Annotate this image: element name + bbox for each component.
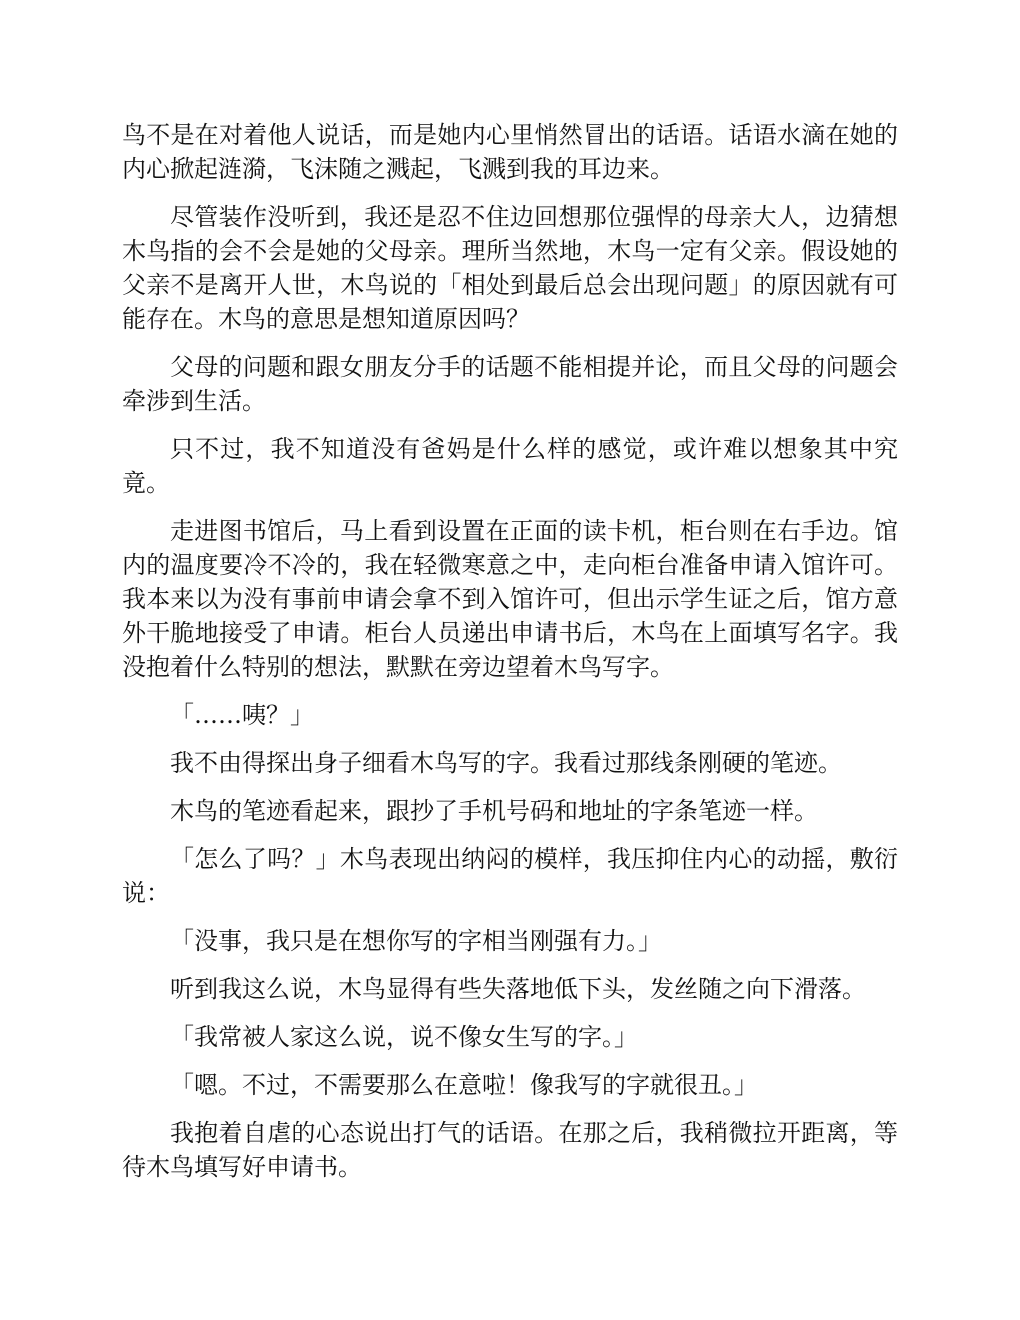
paragraph: 「没事，我只是在想你写的字相当刚强有力。」 [170, 927, 662, 955]
paragraph: 走进图书馆后，马上看到设置在正面的读卡机，柜台则在右手边。馆内的温度要冷不冷的，我在轻微寒意之中，走向柜台准备申请入馆许可。我本来以为没有事前申请会拿不到入馆许可，但出示学生证之后，馆方意外干脆地接受了申请。柜台人员递出申请书后，木鸟在上面填写名字。我没抱着什么特别的想法，默默在旁边望着木鸟写字。 [122, 517, 898, 681]
paragraph: 我抱着自虐的心态说出打气的话语。在那之后，我稍微拉开距离，等待木鸟填写好申请书。 [122, 1119, 898, 1181]
paragraph: 我不由得探出身子细看木鸟写的字。我看过那线条刚硬的笔迹。 [170, 749, 842, 777]
paragraph: 「……咦？」 [170, 701, 314, 729]
paragraph: 鸟不是在对着他人说话，而是她内心里悄然冒出的话语。话语水滴在她的内心掀起涟漪，飞沫随之溅起，飞溅到我的耳边来。 [122, 121, 898, 183]
paragraph: 只不过，我不知道没有爸妈是什么样的感觉，或许难以想象其中究竟。 [122, 435, 898, 497]
paragraph: 听到我这么说，木鸟显得有些失落地低下头，发丝随之向下滑落。 [170, 975, 866, 1003]
paragraph: 木鸟的笔迹看起来，跟抄了手机号码和地址的字条笔迹一样。 [170, 797, 818, 825]
paragraph: 「怎么了吗？」木鸟表现出纳闷的模样，我压抑住内心的动摇，敷衍说： [122, 845, 898, 907]
paragraph: 父母的问题和跟女朋友分手的话题不能相提并论，而且父母的问题会牵涉到生活。 [122, 353, 898, 415]
paragraph: 尽管装作没听到，我还是忍不住边回想那位强悍的母亲大人，边猜想木鸟指的会不会是她的父母亲。理所当然地，木鸟一定有父亲。假设她的父亲不是离开人世，木鸟说的「相处到最后总会出现问题」的原因就有可能存在。木鸟的意思是想知道原因吗？ [122, 203, 898, 333]
page-body [122, 118, 898, 1198]
paragraph: 「我常被人家这么说，说不像女生写的字。」 [170, 1023, 638, 1051]
paragraph: 「嗯。不过，不需要那么在意啦！像我写的字就很丑。」 [170, 1071, 758, 1099]
